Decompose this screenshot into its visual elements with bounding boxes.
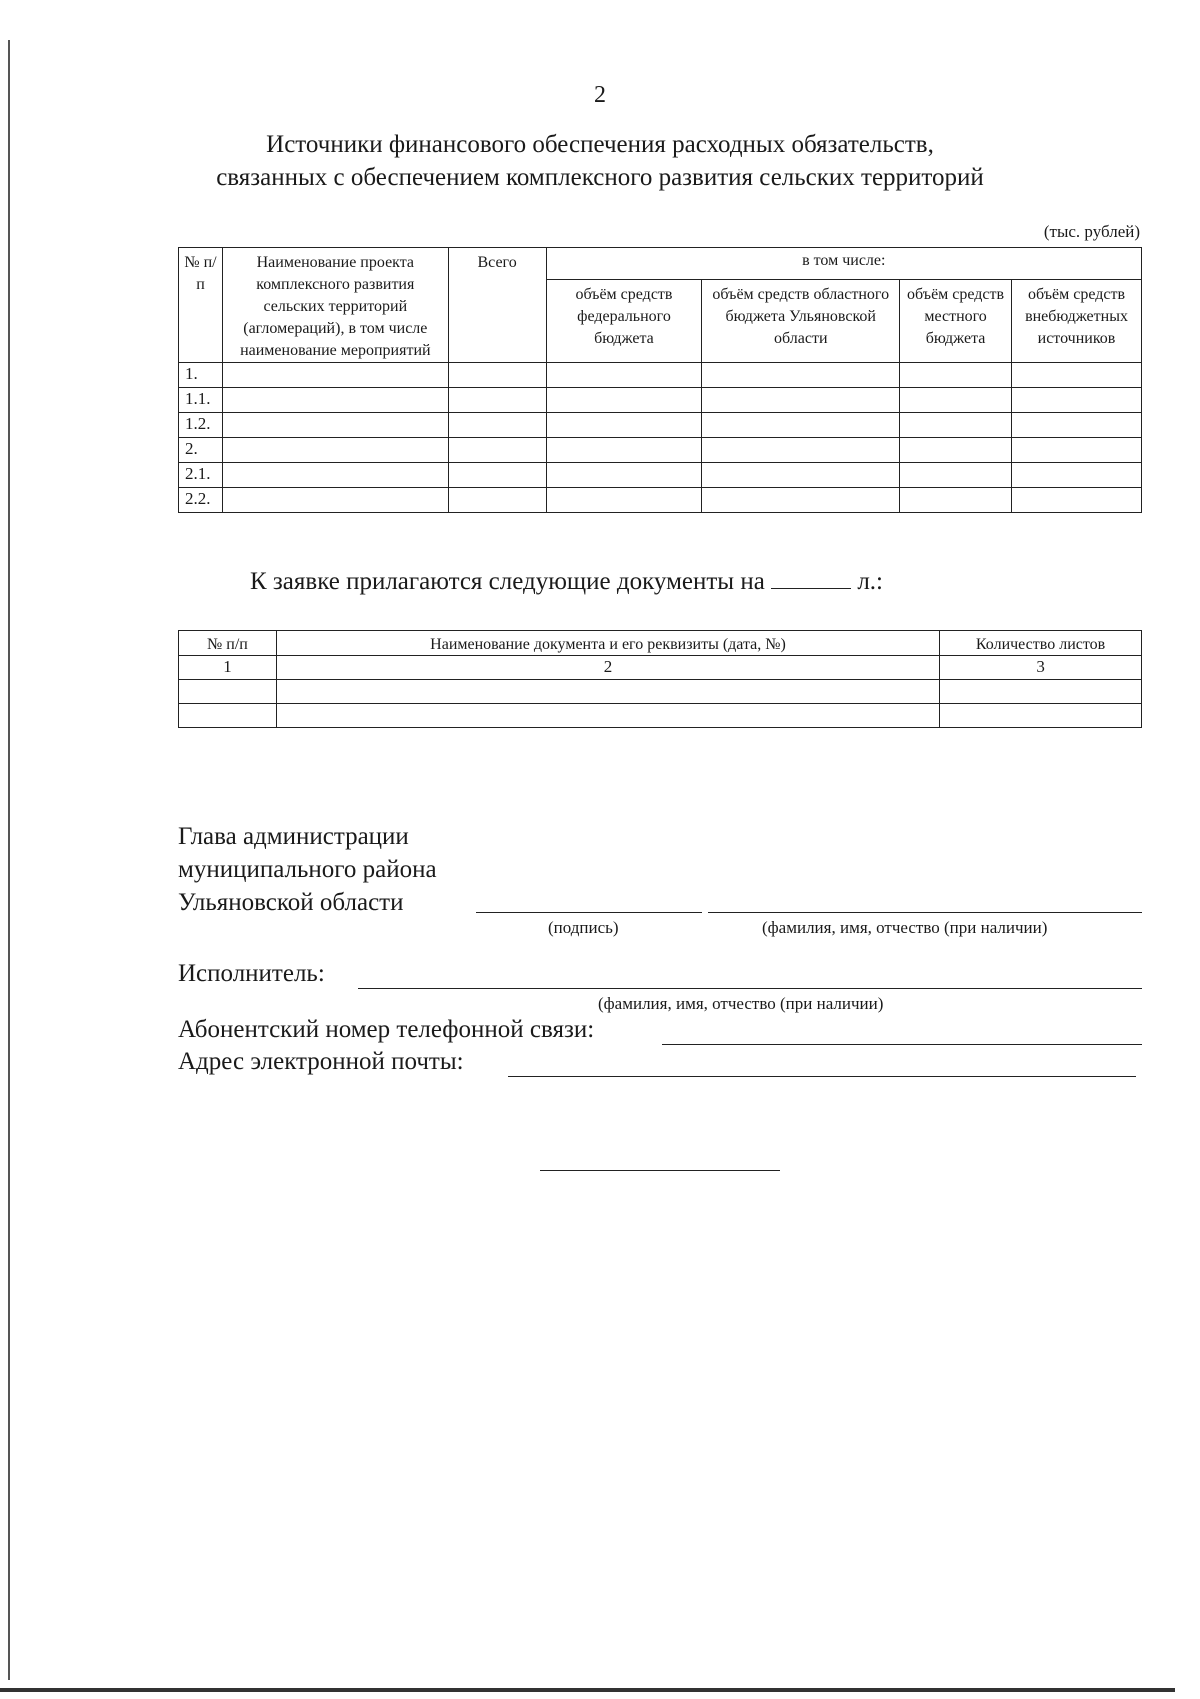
signer-name-line[interactable] (708, 912, 1142, 913)
signer-title-line-2: муниципального района (178, 856, 437, 883)
attachments-text: К заявке прилагаются следующие документы на (250, 568, 765, 595)
email-line[interactable] (508, 1076, 1136, 1077)
header-regional: объём средств областного бюджета Ульяновской области (702, 279, 900, 362)
table-row (179, 463, 1142, 488)
row-number: 2.1. (179, 463, 223, 488)
row-number: 1.2. (179, 413, 223, 438)
attachments-statement (250, 566, 883, 596)
table-row (179, 388, 1142, 413)
title-line-1: Источники финансового обеспечения расходных обязательств, (266, 131, 934, 158)
row-number: 2. (179, 438, 223, 463)
table-row (179, 680, 1142, 704)
row-number: 1.1. (179, 388, 223, 413)
header-including: в том числе: (546, 248, 1141, 280)
head-of-administration-block (178, 820, 437, 919)
scan-edge-bottom (0, 1688, 1175, 1692)
page-number: 2 (594, 82, 606, 108)
email-label: Адрес электронной почты: (178, 1048, 464, 1075)
phone-label: Абонентский номер телефонной связи: (178, 1016, 595, 1043)
table-row (179, 438, 1142, 463)
unit-note: (тыс. рублей) (1043, 222, 1140, 241)
header-extrabudget: объём средств внебюджетных источников (1012, 279, 1142, 362)
phone-line[interactable] (662, 1044, 1142, 1045)
row-number: 2.2. (179, 488, 223, 513)
header-federal: объём средств федерального бюджета (546, 279, 702, 362)
caption-signer-name: (фамилия, имя, отчество (при наличии) (762, 918, 1048, 937)
title-line-2: связанных с обеспечением комплексного развития сельских территорий (216, 164, 984, 191)
table-row (179, 413, 1142, 438)
executor-name-line[interactable] (358, 988, 1142, 989)
header-total: Всего (448, 248, 546, 363)
finance-sources-table (178, 247, 1142, 513)
attached-documents-table (178, 630, 1142, 728)
scan-edge-left (8, 40, 10, 1680)
docs-header-num: № п/п (179, 631, 277, 656)
signer-title-line-3: Ульяновской области (178, 889, 404, 916)
header-num: № п/п (179, 248, 223, 363)
document-title (140, 128, 1060, 194)
col-number: 3 (940, 656, 1142, 680)
attachments-suffix: л.: (857, 568, 883, 595)
docs-header-name: Наименование документа и его реквизиты (дата, №) (276, 631, 939, 656)
header-local: объём средств местного бюджета (900, 279, 1012, 362)
signature-line[interactable] (476, 912, 702, 913)
table-row (179, 704, 1142, 728)
executor-label: Исполнитель: (178, 960, 325, 987)
docs-column-numbers-row (179, 656, 1142, 680)
sheet-count-blank[interactable] (771, 566, 851, 589)
caption-executor-name: (фамилия, имя, отчество (при наличии) (598, 994, 884, 1013)
table-row (179, 363, 1142, 388)
end-of-document-line (540, 1170, 780, 1171)
header-project-name: Наименование проекта комплексного развития сельских территорий (агломераций), в том числе наименование мероприятий (222, 248, 448, 363)
row-number: 1. (179, 363, 223, 388)
col-number: 1 (179, 656, 277, 680)
col-number: 2 (276, 656, 939, 680)
docs-header-sheets: Количество листов (940, 631, 1142, 656)
signer-title-line-1: Глава администрации (178, 823, 409, 850)
table-row (179, 488, 1142, 513)
caption-signature: (подпись) (548, 918, 619, 937)
